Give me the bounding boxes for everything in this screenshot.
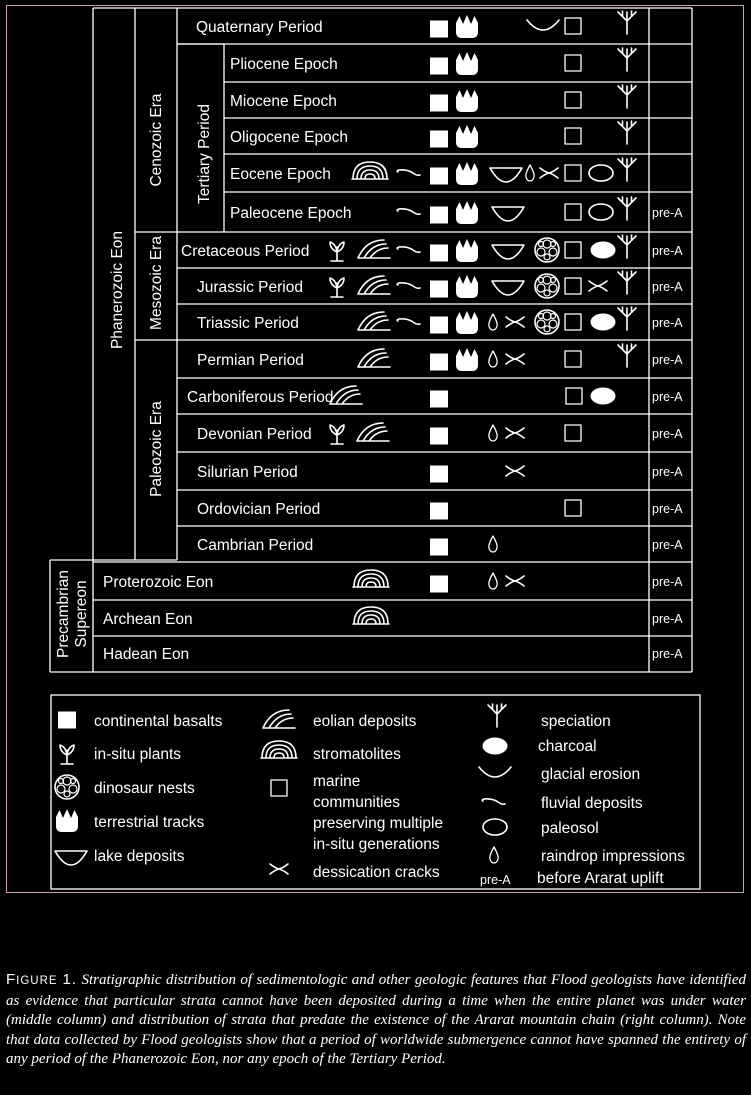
row-label: Pliocene Epoch bbox=[230, 56, 338, 73]
legend-marine-3: preserving multiple bbox=[313, 815, 444, 832]
glacial-icon bbox=[479, 767, 511, 777]
stromatolite-icon bbox=[353, 607, 389, 624]
mesozoic-label: Mesozoic Era bbox=[148, 236, 165, 330]
legend-paleosol: paleosol bbox=[541, 820, 599, 837]
speciation-icon bbox=[618, 121, 636, 144]
lake-icon bbox=[492, 245, 524, 259]
raindrop-icon bbox=[489, 425, 497, 441]
basalt-icon bbox=[430, 245, 448, 262]
supereon-label: Supereon bbox=[73, 580, 90, 648]
marine-icon bbox=[565, 314, 581, 330]
tracks-icon bbox=[456, 201, 478, 224]
row-label: Cretaceous Period bbox=[181, 243, 310, 260]
row-label: Silurian Period bbox=[197, 464, 298, 481]
legend-marine-2: communities bbox=[313, 794, 400, 811]
stromatolite-icon bbox=[353, 570, 389, 587]
basalt-icon bbox=[430, 503, 448, 520]
basalt-icon bbox=[430, 317, 448, 334]
pre-a-mark: pre-A bbox=[652, 647, 683, 661]
basalt-icon bbox=[58, 712, 76, 729]
speciation-icon bbox=[618, 344, 636, 367]
nest-icon bbox=[55, 775, 79, 799]
basalt-icon bbox=[430, 21, 448, 38]
crack-icon bbox=[589, 281, 607, 291]
marine-icon bbox=[566, 388, 582, 404]
row-label: Ordovician Period bbox=[197, 501, 321, 518]
basalt-icon bbox=[430, 391, 448, 408]
marine-icon bbox=[565, 18, 581, 34]
speciation-icon bbox=[618, 85, 636, 108]
speciation-icon bbox=[618, 158, 636, 181]
legend-raindrop: raindrop impressions bbox=[541, 848, 685, 865]
tracks-icon bbox=[456, 125, 478, 148]
tracks-icon bbox=[456, 275, 478, 298]
marine-icon bbox=[565, 128, 581, 144]
plant-icon bbox=[60, 745, 74, 764]
paleozoic-label: Paleozoic Era bbox=[148, 401, 165, 497]
marine-icon bbox=[565, 278, 581, 294]
speciation-icon bbox=[618, 235, 636, 258]
row-label: Paleocene Epoch bbox=[230, 205, 352, 222]
basalt-icon bbox=[430, 131, 448, 148]
crack-icon bbox=[506, 428, 524, 438]
row-label: Permian Period bbox=[197, 352, 304, 369]
tracks-icon bbox=[456, 89, 478, 112]
legend-speciation: speciation bbox=[541, 713, 611, 730]
legend-charcoal: charcoal bbox=[538, 738, 597, 755]
pre-a-mark: pre-A bbox=[652, 575, 683, 589]
speciation-icon bbox=[618, 271, 636, 294]
eolian-icon bbox=[263, 710, 295, 728]
legend-plants: in-situ plants bbox=[94, 746, 182, 763]
eolian-icon bbox=[330, 386, 362, 404]
legend-tracks: terrestrial tracks bbox=[94, 814, 205, 831]
basalt-icon bbox=[430, 354, 448, 371]
tracks-icon bbox=[56, 809, 78, 832]
eolian-icon bbox=[358, 276, 390, 294]
tracks-icon bbox=[456, 311, 478, 334]
raindrop-icon bbox=[490, 847, 498, 863]
pre-a-mark: pre-A bbox=[652, 612, 683, 626]
row-label: Eocene Epoch bbox=[230, 166, 331, 183]
raindrop-icon bbox=[526, 165, 534, 181]
crack-icon bbox=[270, 864, 288, 874]
basalt-icon bbox=[430, 58, 448, 75]
paleosol-icon bbox=[589, 204, 613, 220]
tracks-icon bbox=[456, 162, 478, 185]
speciation-icon bbox=[618, 197, 636, 220]
pre-a-mark: pre-A bbox=[652, 206, 683, 220]
legend-cracks: dessication cracks bbox=[313, 864, 440, 881]
paleosol-icon bbox=[483, 819, 507, 835]
crack-icon bbox=[506, 576, 524, 586]
table-symbols bbox=[330, 11, 636, 624]
pre-a-mark: pre-A bbox=[652, 465, 683, 479]
eolian-icon bbox=[357, 423, 389, 441]
basalt-icon bbox=[430, 95, 448, 112]
charcoal-icon bbox=[591, 314, 616, 331]
stromatolite-icon bbox=[352, 162, 388, 179]
marine-icon bbox=[565, 425, 581, 441]
pre-a-mark: pre-A bbox=[652, 427, 683, 441]
pre-a-mark: pre-A bbox=[652, 353, 683, 367]
raindrop-icon bbox=[489, 536, 497, 552]
glacial-icon bbox=[527, 20, 559, 30]
row-label: Oligocene Epoch bbox=[230, 129, 349, 146]
lake-icon bbox=[492, 281, 524, 295]
marine-icon bbox=[271, 780, 287, 796]
fluvial-icon bbox=[397, 319, 420, 324]
row-label: Cambrian Period bbox=[197, 537, 314, 554]
tracks-icon bbox=[456, 15, 478, 38]
nest-icon bbox=[535, 274, 559, 298]
basalt-icon bbox=[430, 466, 448, 483]
row-label: Archean Eon bbox=[103, 611, 193, 628]
speciation-icon bbox=[618, 307, 636, 330]
row-label: Jurassic Period bbox=[197, 279, 303, 296]
pre-a-mark: pre-A bbox=[652, 244, 683, 258]
legend-nests: dinosaur nests bbox=[94, 780, 195, 797]
speciation-icon bbox=[618, 48, 636, 71]
figure-caption bbox=[6, 970, 746, 1070]
fluvial-icon bbox=[482, 799, 505, 804]
eolian-icon bbox=[358, 349, 390, 367]
basalt-icon bbox=[430, 168, 448, 185]
legend-before-ararat: before Ararat uplift bbox=[537, 870, 664, 887]
row-label: Devonian Period bbox=[197, 426, 312, 443]
crack-icon bbox=[506, 354, 524, 364]
tracks-icon bbox=[456, 52, 478, 75]
legend-pre-a: pre-A bbox=[480, 873, 511, 887]
charcoal-icon bbox=[483, 738, 508, 755]
stromatolite-icon bbox=[261, 741, 297, 758]
plant-icon bbox=[330, 425, 344, 444]
table-labels bbox=[103, 19, 683, 663]
pre-a-mark: pre-A bbox=[652, 280, 683, 294]
fluvial-icon bbox=[397, 170, 420, 175]
marine-icon bbox=[565, 55, 581, 71]
eolian-icon bbox=[358, 240, 390, 258]
nest-icon bbox=[535, 310, 559, 334]
charcoal-icon bbox=[591, 388, 616, 405]
legend-fluvial: fluvial deposits bbox=[541, 795, 643, 812]
plant-icon bbox=[330, 278, 344, 297]
caption-text: Stratigraphic distribution of sedimentologic and other geologic features that Flood geologists have identified as evidence that particular strata cannot have been deposited during a time when the entire planet was under water (middle column) and distribution of strata that predate the existence of the Ararat mountain chain (right column). Note that data collected by Flood geologists show that a period of worldwide submergence cannot have spanned the entirety of any period of the Phanerozoic Eon, nor any epoch of the Tertiary Period. bbox=[6, 972, 747, 1067]
marine-icon bbox=[565, 500, 581, 516]
basalt-icon bbox=[430, 281, 448, 298]
eolian-icon bbox=[358, 312, 390, 330]
figure-label: FIGURE 1. bbox=[6, 971, 78, 988]
row-label: Proterozoic Eon bbox=[103, 574, 214, 591]
pre-a-mark: pre-A bbox=[652, 538, 683, 552]
table-gridlines bbox=[50, 8, 692, 672]
precambrian-label: Precambrian bbox=[55, 570, 72, 658]
row-label: Quaternary Period bbox=[196, 19, 323, 36]
fluvial-icon bbox=[397, 209, 420, 214]
crack-icon bbox=[506, 317, 524, 327]
raindrop-icon bbox=[489, 351, 497, 367]
row-label: Hadean Eon bbox=[103, 646, 190, 663]
marine-icon bbox=[565, 242, 581, 258]
legend-lake: lake deposits bbox=[94, 848, 185, 865]
basalt-icon bbox=[430, 428, 448, 445]
marine-icon bbox=[565, 351, 581, 367]
nest-icon bbox=[535, 238, 559, 262]
tracks-icon bbox=[456, 239, 478, 262]
crack-icon bbox=[506, 466, 524, 476]
tertiary-label: Tertiary Period bbox=[196, 104, 213, 204]
basalt-icon bbox=[430, 576, 448, 593]
lake-icon bbox=[55, 851, 87, 865]
legend-eolian: eolian deposits bbox=[313, 713, 417, 730]
lake-icon bbox=[490, 168, 522, 182]
legend-marine-4: in-situ generations bbox=[313, 836, 440, 853]
charcoal-icon bbox=[591, 242, 616, 259]
speciation-icon bbox=[488, 704, 506, 727]
speciation-icon bbox=[618, 11, 636, 34]
basalt-icon bbox=[430, 539, 448, 556]
lake-icon bbox=[492, 207, 524, 221]
paleosol-icon bbox=[589, 165, 613, 181]
fluvial-icon bbox=[397, 247, 420, 252]
raindrop-icon bbox=[489, 314, 497, 330]
pre-a-mark: pre-A bbox=[652, 316, 683, 330]
legend-marine-1: marine bbox=[313, 773, 361, 790]
cenozoic-label: Cenozoic Era bbox=[148, 93, 165, 187]
row-label: Carboniferous Period bbox=[187, 389, 334, 406]
marine-icon bbox=[565, 92, 581, 108]
row-label: Triassic Period bbox=[197, 315, 299, 332]
raindrop-icon bbox=[489, 573, 497, 589]
tracks-icon bbox=[456, 348, 478, 371]
legend-glacial: glacial erosion bbox=[541, 766, 641, 783]
marine-icon bbox=[565, 165, 581, 181]
phanerozoic-label: Phanerozoic Eon bbox=[109, 230, 126, 350]
fluvial-icon bbox=[397, 283, 420, 288]
pre-a-mark: pre-A bbox=[652, 502, 683, 516]
basalt-icon bbox=[430, 207, 448, 224]
crack-icon bbox=[540, 168, 558, 178]
row-label: Miocene Epoch bbox=[230, 93, 337, 110]
legend bbox=[55, 704, 685, 887]
legend-stromatolites: stromatolites bbox=[313, 746, 401, 763]
legend-basalts: continental basalts bbox=[94, 713, 223, 730]
plant-icon bbox=[330, 242, 344, 261]
marine-icon bbox=[565, 204, 581, 220]
pre-a-mark: pre-A bbox=[652, 390, 683, 404]
